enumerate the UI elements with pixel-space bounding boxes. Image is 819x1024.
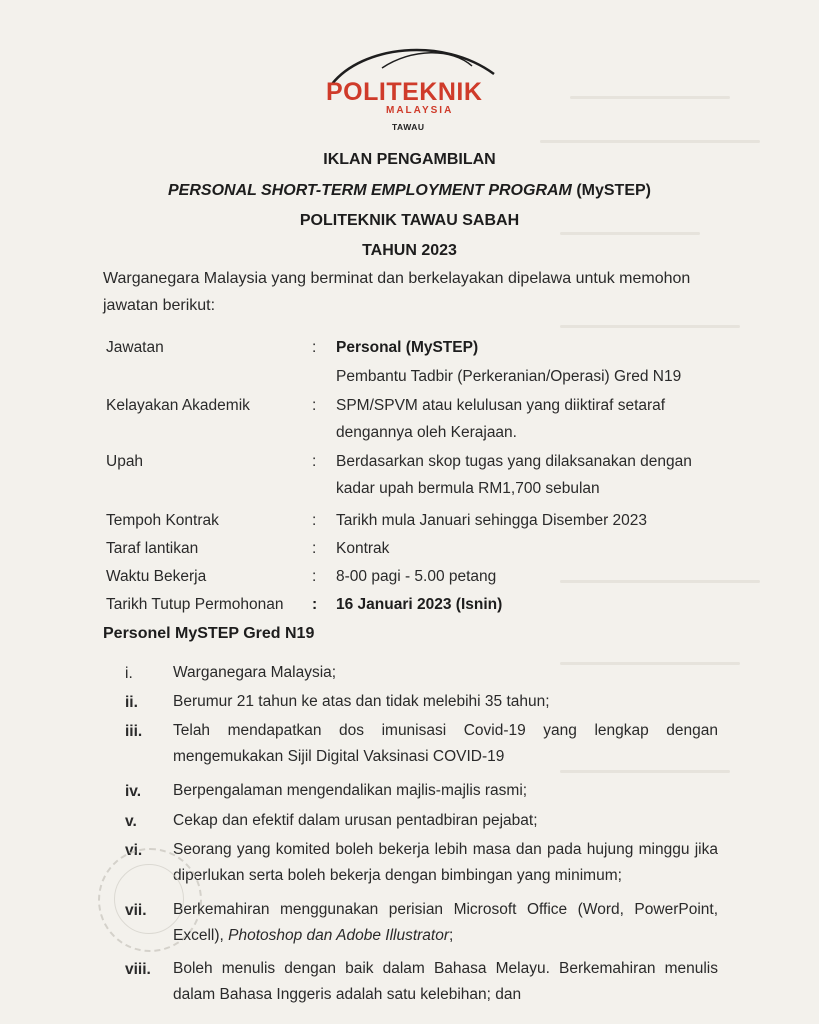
colon: : [312,568,317,585]
list-item: Berumur 21 tahun ke atas dan tidak melebihi 35 tahun; [173,693,550,710]
waktu-value: 8-00 pagi - 5.00 petang [336,568,497,585]
tutup-label: Tarikh Tutup Permohonan [106,596,284,613]
tempoh-label: Tempoh Kontrak [106,512,219,529]
list-item [173,897,718,949]
section-title: Personel MySTEP Gred N19 [103,625,315,642]
list-number: iv. [125,783,142,800]
list-item-text: ; [449,927,454,944]
list-number: iii. [125,723,143,740]
list-item-text: Berkemahiran menggunakan perisian Microsoft Office (Word, PowerPoint, Excell), [173,901,718,944]
politeknik-logo [322,40,498,130]
tutup-value: 16 Januari 2023 (Isnin) [336,596,503,613]
taraf-label: Taraf lantikan [106,540,199,557]
jawatan-label: Jawatan [106,339,164,356]
kelayakan-label: Kelayakan Akademik [106,397,250,414]
list-item-italic: Photoshop dan Adobe Illustrator [228,927,450,944]
upah-value: Berdasarkan skop tugas yang dilaksanakan dengan kadar upah bermula RM1,700 sebulan [336,453,692,497]
heading-line-4: TAHUN 2023 [362,242,457,259]
taraf-value: Kontrak [336,540,390,557]
list-item: Boleh menulis dengan baik dalam Bahasa Melayu. Berkemahiran menulis dalam Bahasa Inggeris adalah satu kelebihan; dan [173,960,718,1003]
list-item: Telah mendapatkan dos imunisasi Covid-19 yang lengkap dengan mengemukakan Sijil Digital Vaksinasi COVID-19 [173,722,718,765]
list-item: Berpengalaman mengendalikan majlis-majlis rasmi; [173,782,528,799]
heading-program-italic: PERSONAL SHORT-TERM EMPLOYMENT PROGRAM [168,182,572,199]
list-number: viii. [125,961,151,978]
kelayakan-value: SPM/SPVM atau kelulusan yang diiktiraf setaraf dengannya oleh Kerajaan. [336,397,666,441]
logo-subtitle: MALAYSIA [386,105,454,116]
intro-paragraph: Warganegara Malaysia yang berminat dan berkelayakan dipelawa untuk memohon jawatan berikut: [103,270,691,314]
colon: : [312,339,317,356]
colon: : [312,453,317,470]
show-through-line [570,96,730,99]
list-item: Cekap dan efektif dalam urusan pentadbiran pejabat; [173,812,538,829]
upah-label: Upah [106,453,144,470]
list-number: i. [125,665,133,682]
list-item: Seorang yang komited boleh bekerja lebih masa dan pada hujung minggu jika diperlukan serta boleh bekerja dengan bimbingan yang minimum; [173,841,718,884]
tempoh-value: Tarikh mula Januari sehingga Disember 2023 [336,512,648,529]
heading-program-abbr: (MySTEP) [571,182,651,199]
show-through-line [560,770,730,773]
logo-campus: TAWAU [392,122,425,132]
list-item: Warganegara Malaysia; [173,664,337,681]
waktu-label: Waktu Bekerja [106,568,207,585]
logo-wordmark: POLITEKNIK [326,78,483,106]
colon: : [312,397,317,414]
heading-line-3: POLITEKNIK TAWAU SABAH [299,212,520,229]
jawatan-subtitle: Pembantu Tadbir (Perkeranian/Operasi) Gred N19 [336,368,682,385]
show-through-line [540,140,760,143]
list-number: ii. [125,694,138,711]
heading-line-1: IKLAN PENGAMBILAN [323,151,496,168]
jawatan-value: Personal (MySTEP) [336,339,479,356]
show-through-line [560,325,740,328]
list-number: vi. [125,842,143,859]
list-number: vii. [125,902,147,919]
colon: : [312,596,318,613]
colon: : [312,512,317,529]
show-through-line [560,232,700,235]
colon: : [312,540,317,557]
heading-line-2 [0,182,819,200]
list-number: v. [125,813,137,830]
